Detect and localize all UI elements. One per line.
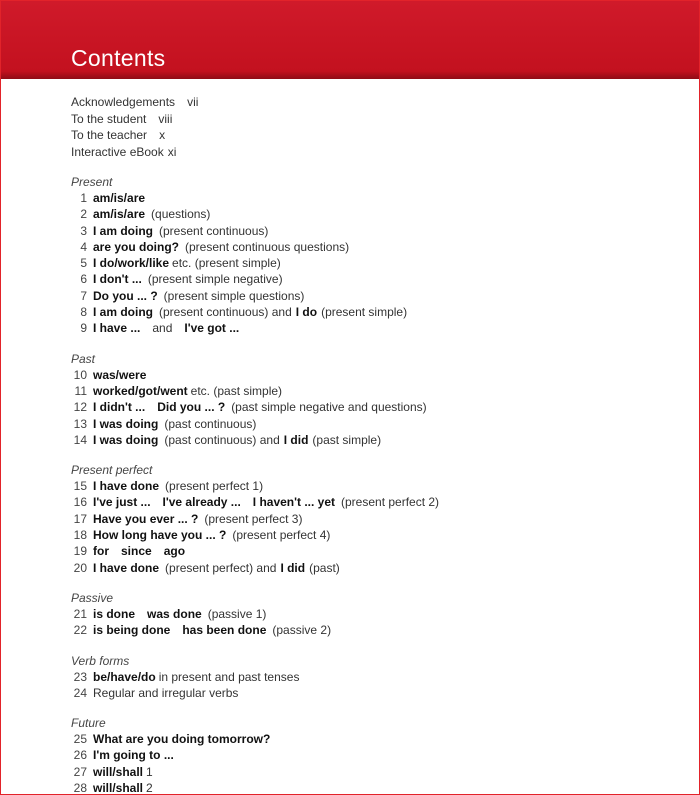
unit-number: 25 (73, 732, 87, 747)
front-matter-label: To the teacher (71, 128, 148, 142)
unit-title: I did (283, 432, 309, 447)
section-passive (71, 590, 689, 639)
unit-title: worked/got/went (93, 383, 188, 398)
unit-number: 6 (80, 272, 87, 287)
unit-title: was/were (93, 367, 147, 382)
unit-title: I do/work/like (93, 256, 170, 271)
unit-note: (past) (309, 560, 340, 575)
unit-note: (present simple) (321, 305, 408, 320)
unit-item[interactable] (71, 288, 689, 304)
unit-note: (present perfect 4) (232, 528, 331, 543)
unit-title: Did you ... ? (157, 400, 226, 415)
section-title: Future (71, 716, 106, 731)
unit-item[interactable] (71, 478, 689, 494)
unit-number: 11 (74, 383, 87, 398)
unit-item[interactable] (71, 494, 689, 510)
unit-number: 19 (73, 544, 87, 559)
unit-number: 13 (73, 416, 87, 431)
unit-item[interactable] (71, 239, 689, 255)
unit-number: 18 (73, 528, 87, 543)
unit-item[interactable] (71, 622, 689, 638)
unit-title: I didn't ... (93, 400, 146, 415)
front-matter-list (71, 94, 689, 160)
front-matter-item[interactable] (71, 127, 689, 144)
unit-item[interactable] (71, 383, 689, 399)
unit-note: (past continuous) (164, 416, 257, 431)
section-present (71, 174, 689, 337)
section-title: Present perfect (71, 463, 153, 478)
unit-title: I've already ... (162, 495, 241, 510)
unit-number: 22 (73, 623, 87, 638)
unit-number: 21 (73, 606, 87, 621)
unit-item[interactable] (71, 560, 689, 576)
unit-item[interactable] (71, 685, 689, 701)
unit-note: (present continuous) and (159, 305, 292, 320)
unit-note: (present continuous) (159, 223, 269, 238)
unit-title: will/shall (93, 764, 144, 779)
unit-note: Regular and irregular verbs (93, 685, 239, 700)
unit-title: I do (295, 305, 318, 320)
unit-title: has been done (182, 623, 267, 638)
unit-note: etc. (present simple) (172, 256, 281, 271)
front-matter-item[interactable] (71, 111, 689, 128)
unit-title: be/have/do (93, 669, 156, 684)
contents-header (1, 1, 699, 79)
unit-title: I was doing (93, 432, 159, 447)
unit-title: Do you ... ? (93, 288, 158, 303)
unit-title: I am doing (93, 305, 153, 320)
unit-note: (present perfect 1) (165, 479, 264, 494)
unit-note: 1 (146, 764, 153, 779)
unit-title: am/is/are (93, 191, 146, 205)
section-title: Past (71, 351, 96, 366)
unit-number: 15 (73, 479, 87, 494)
unit-note: (past simple) (312, 432, 382, 447)
unit-number: 17 (73, 511, 87, 526)
unit-number: 16 (73, 495, 87, 510)
unit-item[interactable] (71, 320, 689, 336)
unit-number: 8 (80, 305, 87, 320)
unit-item[interactable] (71, 764, 689, 780)
front-matter-item[interactable] (71, 144, 689, 161)
unit-title: I haven't ... yet (252, 495, 335, 510)
unit-note: in present and past tenses (158, 669, 300, 684)
unit-number: 4 (80, 239, 87, 254)
unit-number: 2 (80, 207, 87, 222)
section-title: Passive (71, 590, 114, 605)
unit-title: since (121, 544, 152, 559)
unit-title: I have done (93, 560, 160, 575)
front-matter-label: Acknowledgements (71, 95, 176, 109)
unit-title: are you doing? (93, 239, 180, 254)
front-matter-page: vii (187, 95, 199, 109)
section-present-perfect (71, 462, 689, 576)
unit-item[interactable] (71, 543, 689, 559)
unit-item[interactable] (71, 206, 689, 222)
unit-note: (present perfect) and (165, 560, 277, 575)
front-matter-page: viii (158, 111, 173, 126)
unit-title: I've just ... (93, 495, 151, 510)
front-matter-item[interactable] (71, 94, 689, 111)
unit-title: will/shall (93, 781, 144, 795)
unit-number: 27 (73, 764, 87, 779)
unit-title: is being done (93, 623, 171, 638)
unit-item[interactable] (71, 747, 689, 763)
unit-item[interactable] (71, 271, 689, 287)
unit-title: I don't ... (93, 272, 142, 287)
front-matter-label: Interactive eBook (71, 144, 164, 159)
unit-number: 20 (73, 560, 87, 575)
unit-note: etc. (past simple) (190, 383, 283, 398)
unit-title: Have you ever ... ? (93, 511, 199, 526)
unit-item[interactable] (71, 255, 689, 271)
unit-number: 1 (80, 191, 87, 205)
unit-number: 12 (73, 400, 87, 415)
unit-number: 3 (80, 223, 87, 238)
unit-item[interactable] (71, 669, 689, 685)
unit-note: (past continuous) and (164, 432, 280, 447)
unit-note: (present simple negative) (147, 272, 283, 287)
unit-title: I've got ... (184, 321, 240, 336)
unit-title: I have ... (93, 321, 141, 336)
unit-note: 2 (146, 781, 153, 795)
section-title: Verb forms (71, 653, 130, 668)
unit-note: (questions) (151, 207, 211, 222)
unit-number: 9 (80, 321, 87, 336)
unit-title: am/is/are (93, 207, 146, 222)
contents-body (71, 94, 689, 795)
front-matter-page: x (159, 128, 166, 142)
unit-title: I have done (93, 479, 160, 494)
unit-note: (past simple negative and questions) (231, 400, 427, 415)
unit-title: was done (147, 606, 202, 621)
unit-title: What are you doing tomorrow? (93, 732, 271, 747)
unit-note: (present continuous questions) (185, 239, 350, 254)
section-verb-forms (71, 653, 689, 702)
section-title: Present (71, 175, 113, 189)
unit-number: 7 (80, 288, 87, 303)
unit-title: I was doing (93, 416, 159, 431)
unit-note: (passive 2) (272, 623, 332, 638)
unit-title: I did (280, 560, 306, 575)
unit-item[interactable] (71, 399, 689, 415)
unit-title: for (93, 544, 109, 559)
unit-item[interactable] (71, 367, 689, 383)
unit-number: 14 (73, 432, 87, 447)
unit-number: 10 (73, 367, 87, 382)
unit-item[interactable] (71, 190, 689, 206)
unit-item[interactable] (71, 416, 689, 432)
page-title: Contents (71, 45, 166, 71)
unit-number: 5 (80, 256, 87, 271)
unit-number: 28 (73, 781, 87, 795)
unit-note: (passive 1) (207, 606, 267, 621)
unit-item[interactable] (71, 731, 689, 747)
unit-note: (present perfect 2) (341, 495, 440, 510)
unit-note: (present perfect 3) (204, 511, 303, 526)
unit-number: 23 (73, 669, 87, 684)
unit-item[interactable] (71, 432, 689, 448)
unit-title: ago (163, 544, 186, 559)
unit-item[interactable] (71, 527, 689, 543)
unit-note: (present simple questions) (163, 288, 305, 303)
unit-title: is done (93, 606, 136, 621)
unit-item[interactable] (71, 606, 689, 622)
unit-title: I'm going to ... (93, 748, 174, 763)
unit-item[interactable] (71, 304, 689, 320)
sections-list (71, 174, 689, 795)
unit-title: I am doing (93, 223, 153, 238)
unit-item[interactable] (71, 780, 689, 795)
front-matter-label: To the student (71, 111, 147, 126)
unit-item[interactable] (71, 511, 689, 527)
unit-title: How long have you ... ? (93, 528, 227, 543)
unit-number: 24 (73, 685, 87, 700)
section-past (71, 351, 689, 448)
unit-title: and (152, 321, 173, 336)
unit-item[interactable] (71, 223, 689, 239)
unit-number: 26 (73, 748, 87, 763)
front-matter-page: xi (167, 144, 177, 159)
section-future (71, 715, 689, 795)
